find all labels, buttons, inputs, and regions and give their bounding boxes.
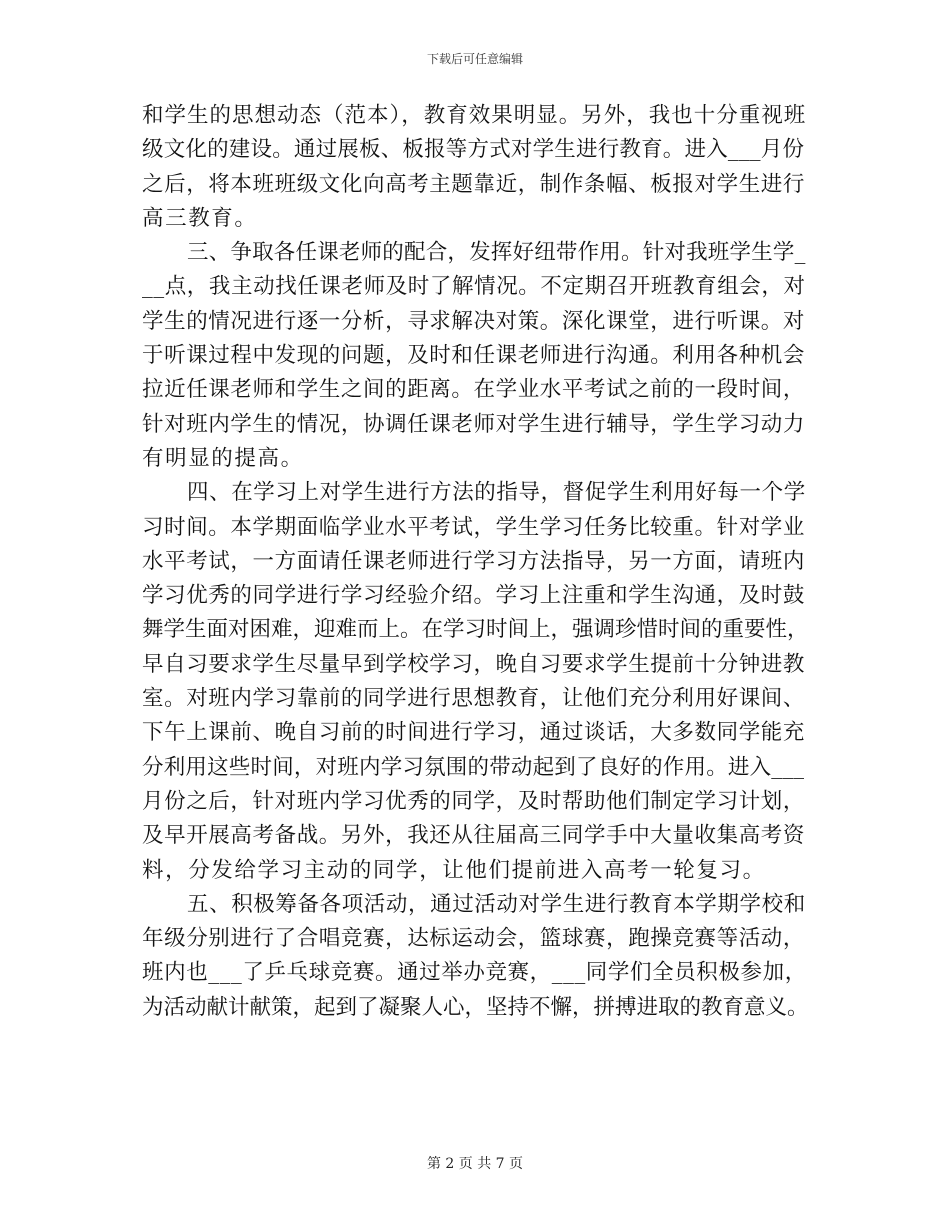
text-line: 学生的情况进行逐一分析，寻求解决对策。深化课堂，进行听课。对 — [142, 308, 806, 334]
text-line: 习时间。本学期面临学业水平考试，学生学习任务比较重。针对学业 — [142, 514, 806, 540]
text-line: 班内也___了乒乓球竞赛。通过举办竞赛，___同学们全员积极参加， — [142, 960, 807, 986]
text-line: 学习优秀的同学进行学习经验介绍。学习上注重和学生沟通，及时鼓 — [142, 583, 806, 609]
text-line: 有明显的提高。 — [142, 445, 304, 471]
text-line: 及早开展高考备战。另外，我还从往届高三同学手中大量收集高考资 — [142, 823, 806, 849]
page-footer — [0, 1155, 950, 1173]
text-line: 三、争取各任课老师的配合，发挥好纽带作用。针对我班学生学_ — [187, 240, 806, 266]
document-body — [142, 99, 810, 1025]
page-header — [0, 51, 950, 67]
header-note: 下载后可任意编辑 — [426, 52, 523, 66]
text-line: 针对班内学生的情况，协调任课老师对学生进行辅导，学生学习动力 — [142, 411, 806, 437]
text-line: 拉近任课老师和学生之间的距离。在学业水平考试之前的一段时间， — [142, 377, 806, 403]
text-line: 舞学生面对困难，迎难而上。在学习时间上，强调珍惜时间的重要性， — [142, 617, 809, 643]
text-line: 高三教育。 — [142, 205, 258, 231]
text-line: 早自习要求学生尽量早到学校学习，晚自习要求学生提前十分钟进教 — [142, 651, 806, 677]
text-line: 室。对班内学习靠前的同学进行思想教育，让他们充分利用好课间、 — [142, 686, 806, 712]
text-line: 水平考试，一方面请任课老师进行学习方法指导，另一方面，请班内 — [142, 548, 806, 574]
text-line: 料，分发给学习主动的同学，让他们提前进入高考一轮复习。 — [142, 857, 766, 883]
page-number: 第 2 页 共 7 页 — [426, 1156, 524, 1172]
text-line: 为活动献计献策，起到了凝聚人心，坚持不懈，拼搏进取的教育意义。 — [142, 994, 809, 1020]
text-line: 五、积极筹备各项活动，通过活动对学生进行教育本学期学校和 — [187, 891, 806, 917]
text-line: 于听课过程中发现的问题，及时和任课老师进行沟通。利用各种机会 — [142, 343, 806, 369]
text-line: 之后，将本班班级文化向高考主题靠近，制作条幅、板报对学生进行 — [142, 171, 806, 197]
text-line: 年级分别进行了合唱竞赛，达标运动会，篮球赛，跑操竞赛等活动， — [142, 926, 806, 952]
text-line: __点，我主动找任课老师及时了解情况。不定期召开班教育组会，对 — [142, 274, 806, 300]
text-line: 和学生的思想动态（范本），教育效果明显。另外，我也十分重视班 — [142, 103, 807, 128]
text-line: 下午上课前、晚自习前的时间进行学习，通过谈话，大多数同学能充 — [142, 720, 806, 746]
text-line: 月份之后，针对班内学习优秀的同学，及时帮助他们制定学习计划， — [142, 788, 806, 814]
text-line: 四、在学习上对学生进行方法的指导，督促学生利用好每一个学 — [187, 480, 806, 506]
text-line: 级文化的建设。通过展板、板报等方式对学生进行教育。进入___月份 — [142, 137, 805, 163]
text-line: 分利用这些时间，对班内学习氛围的带动起到了良好的作用。进入___ — [142, 754, 805, 780]
